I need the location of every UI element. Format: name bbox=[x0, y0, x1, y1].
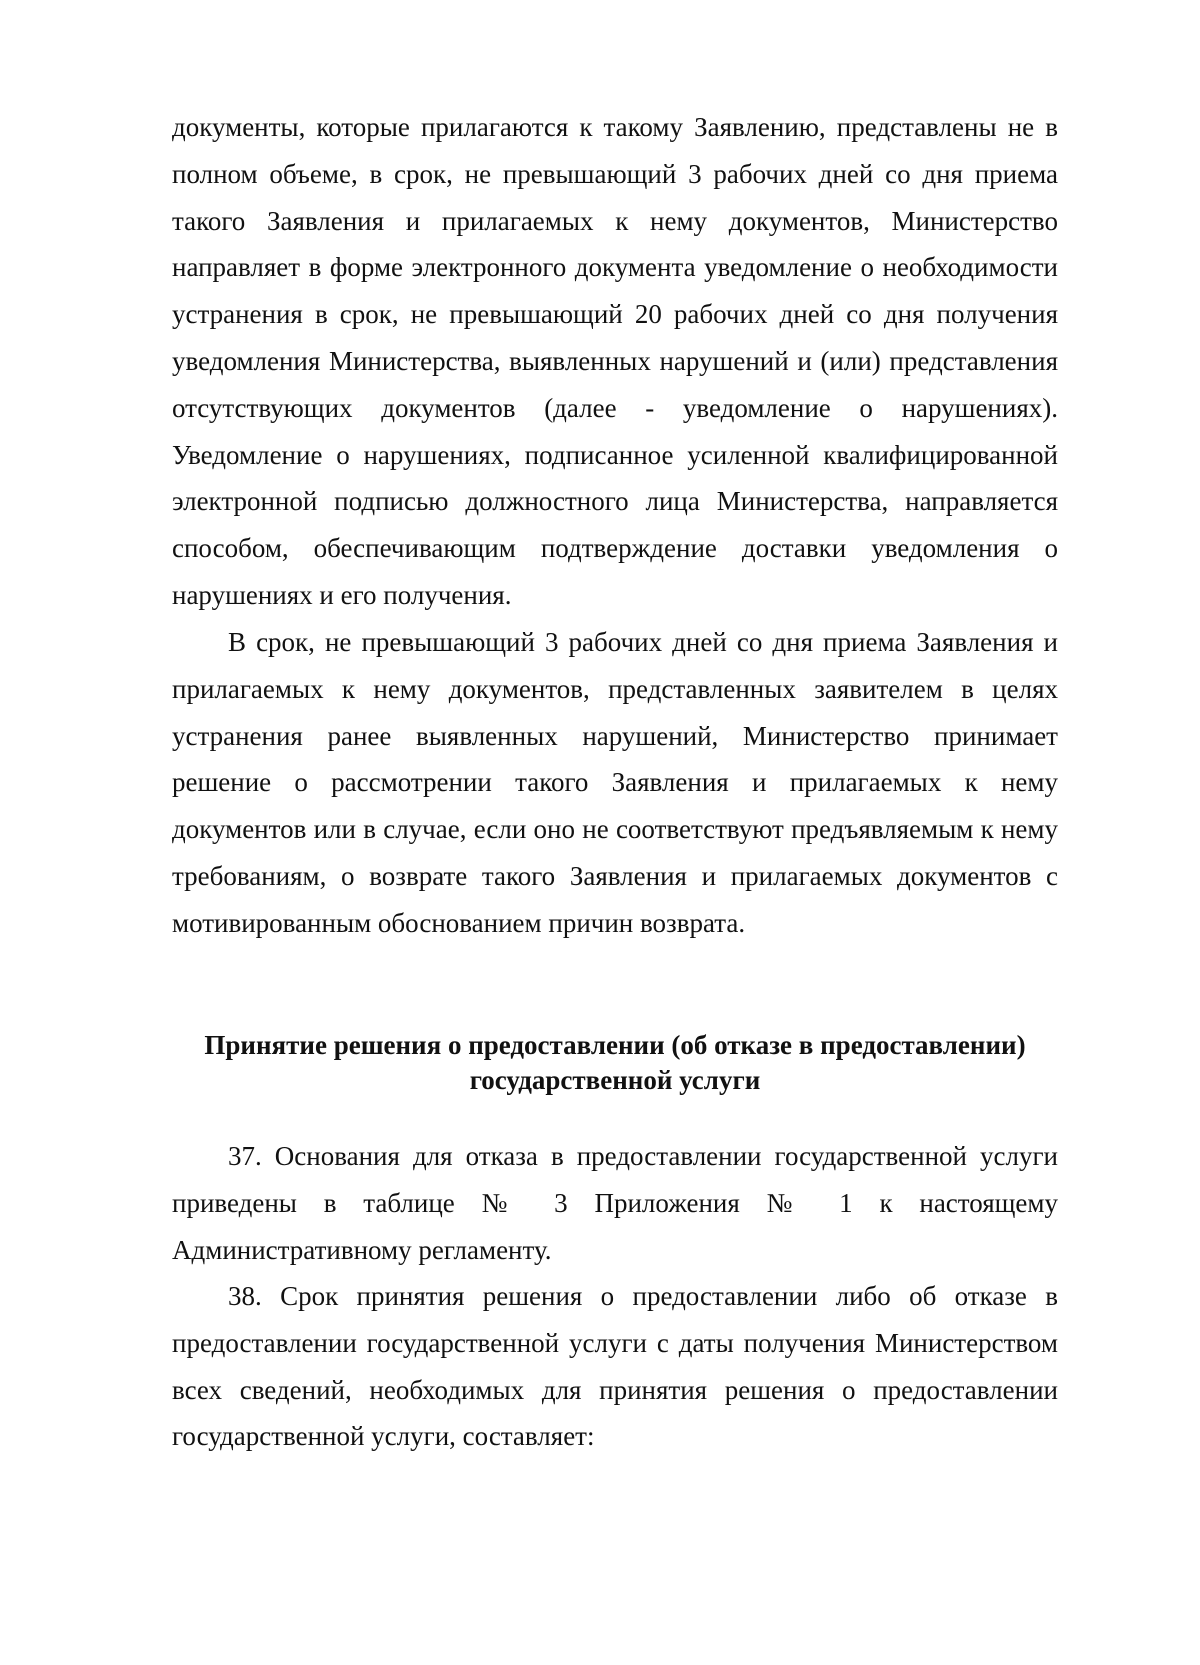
paragraph-38-decision-period: 38. Срок принятия решения о предоставлении либо об отказе в предоставлении государственной услуги с даты получения Министерством всех сведений, необходимых для принятия решения о предоставлении государственной услуги, составляет: bbox=[172, 1281, 1058, 1452]
section-heading bbox=[172, 1028, 1058, 1098]
section-heading-line-1: Принятие решения о предоставлении (об отказе в предоставлении) bbox=[204, 1030, 1026, 1060]
paragraph-decision-on-review: В срок, не превышающий 3 рабочих дней со дня приема Заявления и прилагаемых к нему документов, представленных заявителем в целях устранения ранее выявленных нарушений, Министерство принимает решение о рассмотрении такого Заявления и прилагаемых к нему документов или в случае, если оно не соответствуют предъявляемым к нему требованиям, о возврате такого Заявления и прилагаемых документов с мотивированным обоснованием причин возврата. bbox=[172, 627, 1058, 938]
paragraph-37-grounds-for-refusal: 37. Основания для отказа в предоставлении государственной услуги приведены в таблице № 3 Приложения № 1 к настоящему Административному регламенту. bbox=[172, 1141, 1058, 1265]
section-heading-line-2: государственной услуги bbox=[469, 1065, 761, 1095]
paragraph-notification-of-violations: документы, которые прилагаются к такому Заявлению, представлены не в полном объеме, в срок, не превышающий 3 рабочих дней со дня приема такого Заявления и прилагаемых к нему документов, Министерство направляет в форме электронного документа уведомление о необходимости устранения в срок, не превышающий 20 рабочих дней со дня получения уведомления Министерства, выявленных нарушений и (или) представления отсутствующих документов (далее - уведомление о нарушениях). Уведомление о нарушениях, подписанное усиленной квалифицированной электронной подписью должностного лица Министерства, направляется способом, обеспечивающим подтверждение доставки уведомления о нарушениях и его получения. bbox=[172, 112, 1058, 610]
